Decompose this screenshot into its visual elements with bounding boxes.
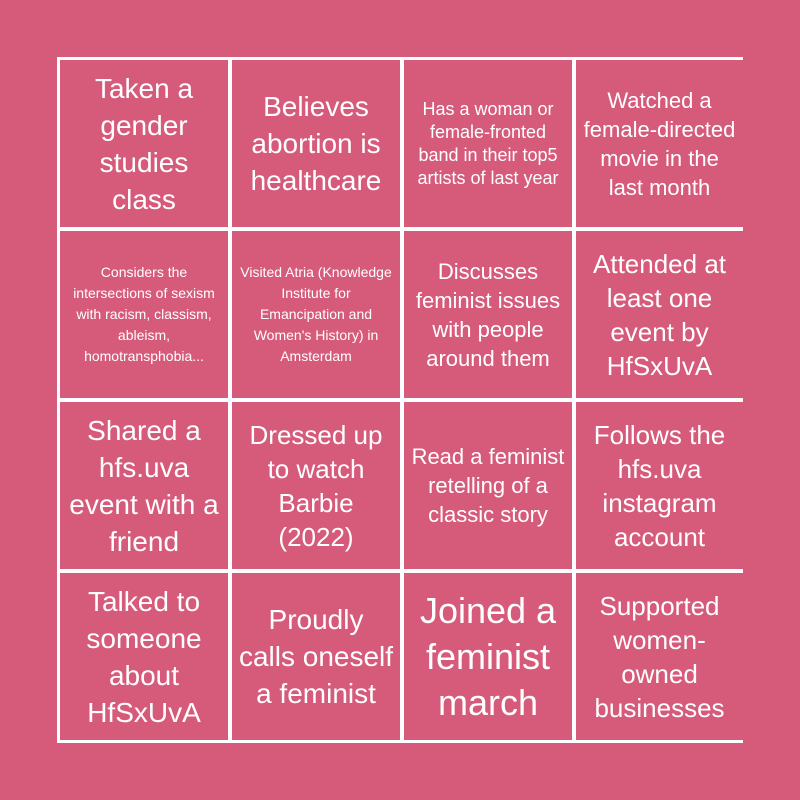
bingo-cell-text: Read a feminist retelling of a classic story [411, 444, 565, 527]
bingo-cell-6[interactable] [232, 231, 400, 398]
bingo-cell-text: Joined a feminist march [419, 589, 557, 723]
bingo-cell-7[interactable] [404, 231, 572, 398]
bingo-cell-text: Has a woman or female-fronted band in their top5 artists of last year [417, 98, 559, 188]
bingo-cell-11[interactable] [404, 402, 572, 569]
bingo-cell-5[interactable] [60, 231, 228, 398]
bingo-cell-text: Discusses feminist issues with people around them [415, 258, 561, 371]
bingo-cell-10[interactable] [232, 402, 400, 569]
bingo-cell-text: Supported women-owned businesses [594, 590, 725, 723]
bingo-cell-text: Attended at least one event by HfSxUvA [593, 248, 726, 381]
bingo-cell-9[interactable] [60, 402, 228, 569]
bingo-cell-text: Shared a hfs.uva event with a friend [69, 414, 219, 557]
bingo-cell-12[interactable] [576, 402, 743, 569]
bingo-cell-8[interactable] [576, 231, 743, 398]
bingo-cell-text: Dressed up to watch Barbie (2022) [249, 419, 383, 552]
bingo-cell-1[interactable] [60, 60, 228, 227]
bingo-cell-15[interactable] [404, 573, 572, 740]
bingo-cell-text: Taken a gender studies class [94, 72, 194, 215]
bingo-board [57, 57, 743, 743]
bingo-cell-text: Believes abortion is healthcare [250, 91, 382, 196]
bingo-cell-16[interactable] [576, 573, 743, 740]
bingo-cell-3[interactable] [404, 60, 572, 227]
bingo-cell-text: Watched a female-directed movie in the last month [583, 87, 736, 200]
bingo-cell-text: Visited Atria (Knowledge Institute for Emancipation and Women's History) in Amsterdam [240, 264, 392, 364]
bingo-cell-text: Follows the hfs.uva instagram account [593, 419, 726, 552]
bingo-cell-4[interactable] [576, 60, 743, 227]
bingo-cell-2[interactable] [232, 60, 400, 227]
bingo-cell-text: Considers the intersections of sexism with racism, classism, ableism, homotransphobia... [73, 264, 215, 364]
bingo-cell-text: Talked to someone about HfSxUvA [86, 585, 202, 728]
bingo-cell-text: Proudly calls oneself a feminist [238, 604, 394, 709]
bingo-cell-13[interactable] [60, 573, 228, 740]
bingo-cell-14[interactable] [232, 573, 400, 740]
